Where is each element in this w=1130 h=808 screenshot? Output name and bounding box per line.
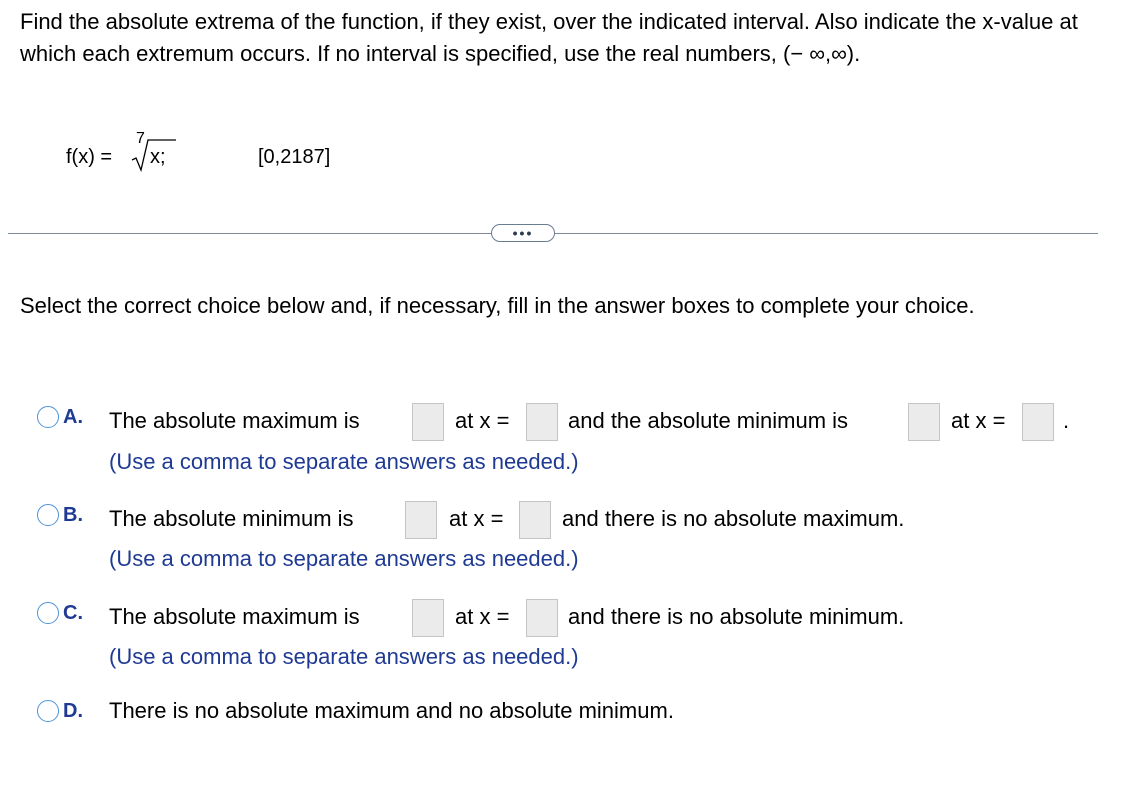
choice-b-text-1: The absolute minimum is (109, 506, 354, 531)
choice-d-letter: D. (63, 700, 83, 722)
choice-a-letter: A. (63, 406, 83, 428)
choice-c-text-2: at x = (455, 604, 510, 629)
choice-b-text-3: and there is no absolute maximum. (562, 506, 905, 531)
choice-b-letter: B. (63, 504, 83, 526)
choice-a-hint: (Use a comma to separate answers as needed.) (109, 449, 579, 474)
choice-d-text: There is no absolute maximum and no absolute minimum. (109, 698, 674, 723)
choice-a-min-x-input[interactable] (1022, 403, 1054, 441)
choice-a-max-x-input[interactable] (526, 403, 558, 441)
radicand: x; (150, 146, 166, 168)
choice-a-text-2: at x = (455, 408, 510, 433)
choice-c-text-1: The absolute maximum is (109, 604, 360, 629)
choice-a-radio[interactable] (37, 406, 59, 428)
more-button[interactable] (491, 224, 555, 242)
choice-b-min-x-input[interactable] (519, 501, 551, 539)
choice-a-max-value-input[interactable] (412, 403, 444, 441)
choice-a-period: . (1063, 408, 1070, 433)
choice-c-max-x-input[interactable] (526, 599, 558, 637)
choice-c-letter: C. (63, 602, 83, 624)
question-text: Find the absolute extrema of the function, if they exist, over the indicated interval. Also indicate the x-value at which each extremum occurs. If no interval is specified, use the real numbers, (− ∞,∞). (20, 9, 1078, 66)
ellipsis-icon: ••• (512, 225, 534, 241)
choice-b-hint: (Use a comma to separate answers as needed.) (109, 546, 579, 571)
choice-a-text-1: The absolute maximum is (109, 408, 360, 433)
root-index: 7 (136, 130, 145, 147)
choice-a-min-value-input[interactable] (908, 403, 940, 441)
choice-a-text-4: at x = (951, 408, 1006, 433)
choice-c-radio[interactable] (37, 602, 59, 624)
choice-c-text-3: and there is no absolute minimum. (568, 604, 905, 629)
choice-c-max-value-input[interactable] (412, 599, 444, 637)
choice-a-text-3: and the absolute minimum is (568, 408, 849, 433)
choice-b-radio[interactable] (37, 504, 59, 526)
instruction-text: Select the correct choice below and, if necessary, fill in the answer boxes to complete your choice. (20, 293, 975, 318)
interval: [0,2187] (258, 146, 331, 168)
choice-c-hint: (Use a comma to separate answers as needed.) (109, 644, 579, 669)
function-lhs: f(x) = (66, 146, 113, 168)
choice-d-radio[interactable] (37, 700, 59, 722)
choice-b-text-2: at x = (449, 506, 504, 531)
choice-b-min-value-input[interactable] (405, 501, 437, 539)
